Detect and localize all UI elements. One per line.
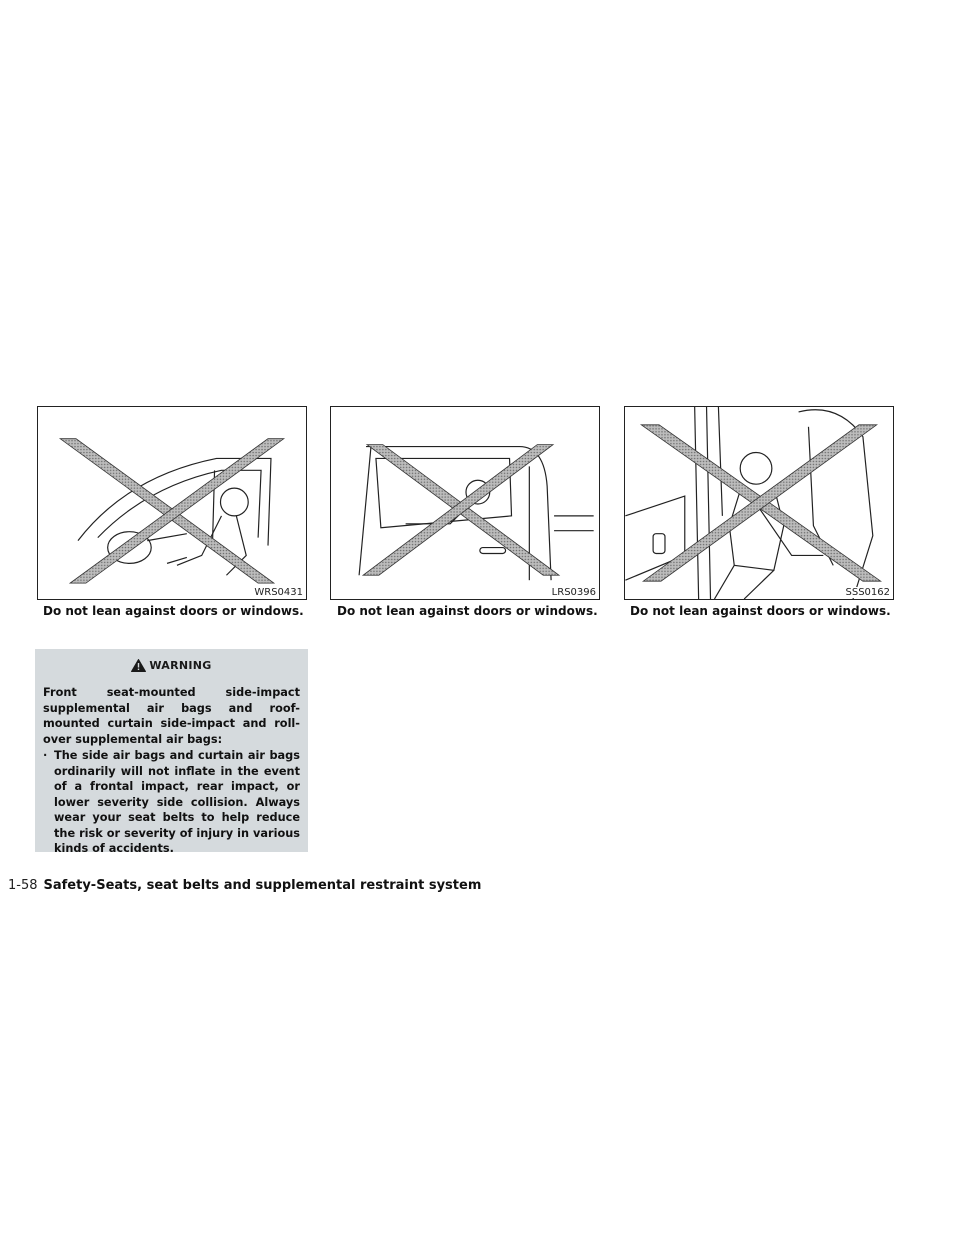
figure-code: WRS0431: [254, 587, 303, 598]
warning-header: [43, 657, 300, 673]
warning-box: [35, 649, 308, 855]
page-footer: [8, 878, 481, 893]
section-title: Safety-Seats, seat belts and supplemental restraint system: [43, 878, 482, 893]
figure-caption: Do not lean against doors or windows.: [43, 604, 304, 618]
page-number: 1-58: [8, 878, 38, 893]
warning-bullet: [43, 748, 300, 857]
figure-sss0162: [624, 406, 894, 600]
illustration-driver-leaning-on-door: [38, 407, 306, 599]
figure-caption: Do not lean against doors or windows.: [337, 604, 598, 618]
warning-bullet-text: The side air bags and curtain air bags ordinarily will not inflate in the event of a frontal impact, rear impact, or lower severity side collision. Always wear your seat belts to help reduce the risk or severity of injury in various kinds of accidents.: [54, 749, 300, 855]
figure-code: SSS0162: [845, 587, 890, 598]
illustration-passenger-leaning-on-door: [625, 407, 893, 599]
bullet-dot: ·: [43, 749, 48, 762]
illustration-person-arm-on-window: [331, 407, 599, 599]
warning-title: WARNING: [149, 658, 212, 672]
figure-wrs0431: [37, 406, 307, 600]
warning-intro: Front seat-mounted side-impact supplemental air bags and roof-mounted curtain side-impact and roll-over supplemental air bags:: [43, 686, 300, 746]
warning-triangle-icon: [131, 659, 146, 672]
figure-caption: Do not lean against doors or windows.: [630, 604, 891, 618]
figure-lrs0396: [330, 406, 600, 600]
figure-code: LRS0396: [551, 587, 596, 598]
